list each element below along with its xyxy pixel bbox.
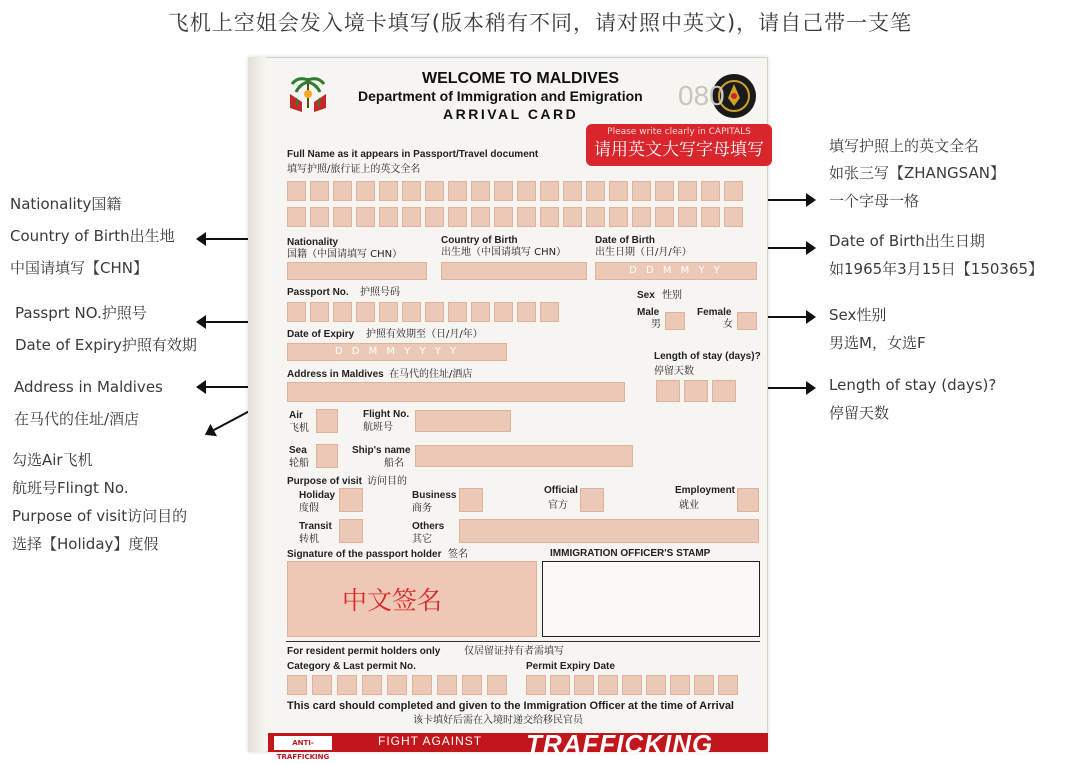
- banner-big-text: TRAFFICKING: [526, 729, 714, 759]
- card-edge: [248, 57, 266, 752]
- category-cell[interactable]: [362, 675, 382, 695]
- note-air-line4: 选择【Holiday】度假: [12, 535, 159, 553]
- category-cell[interactable]: [312, 675, 332, 695]
- name-cell[interactable]: [563, 181, 582, 201]
- card-title: WELCOME TO MALDIVES: [422, 70, 620, 87]
- name-cell[interactable]: [701, 207, 720, 227]
- passport-cell[interactable]: [356, 302, 375, 322]
- stay-digit-2[interactable]: [684, 380, 708, 402]
- category-cell[interactable]: [412, 675, 432, 695]
- male-label-en: Male: [637, 307, 660, 318]
- signature-label-zh: 签名: [448, 549, 468, 560]
- name-cell[interactable]: [563, 207, 582, 227]
- name-cell[interactable]: [402, 207, 421, 227]
- capitals-badge: [586, 124, 772, 166]
- footer-zh: 该卡填好后需在入境时递交给移民官员: [413, 715, 583, 726]
- name-cell[interactable]: [586, 207, 605, 227]
- sea-checkbox[interactable]: [316, 444, 338, 468]
- sex-label-en: Sex: [637, 290, 655, 301]
- stamp-label: IMMIGRATION OFFICER'S STAMP: [550, 548, 711, 559]
- business-checkbox[interactable]: [459, 488, 483, 512]
- female-checkbox[interactable]: [737, 312, 757, 330]
- employment-label-zh: 就业: [679, 500, 699, 511]
- name-cell[interactable]: [287, 181, 306, 201]
- others-label-zh: 其它: [412, 534, 432, 545]
- ship-label-zh: 船名: [384, 458, 404, 469]
- category-label: Category & Last permit No.: [287, 661, 416, 672]
- female-label-zh: 女: [723, 319, 733, 330]
- capitals-note-en: Please write clearly in CAPITALS: [607, 127, 751, 137]
- name-cell[interactable]: [655, 181, 674, 201]
- name-cell[interactable]: [494, 207, 513, 227]
- name-cell[interactable]: [356, 181, 375, 201]
- purpose-label-zh: 访问目的: [367, 476, 407, 487]
- passport-cell[interactable]: [471, 302, 490, 322]
- note-dob-line2: 如1965年3月15日【150365】: [829, 260, 1044, 278]
- transit-label-zh: 转机: [299, 534, 319, 545]
- name-cell[interactable]: [333, 207, 352, 227]
- note-nationality-line2: Country of Birth出生地: [10, 227, 175, 245]
- name-cell[interactable]: [287, 207, 306, 227]
- purpose-label-en: Purpose of visit: [287, 476, 363, 487]
- permit-cell[interactable]: [718, 675, 738, 695]
- signature-label-en: Signature of the passport holder: [287, 549, 442, 560]
- note-sex-line1: Sex性别: [829, 306, 887, 324]
- air-label-zh: 飞机: [289, 423, 309, 434]
- passport-cell[interactable]: [402, 302, 421, 322]
- name-cell[interactable]: [678, 207, 697, 227]
- sea-label-zh: 轮船: [289, 458, 309, 469]
- employment-checkbox[interactable]: [737, 488, 759, 512]
- arrow-dob: [764, 247, 808, 249]
- passport-cell[interactable]: [494, 302, 513, 322]
- passport-cell[interactable]: [310, 302, 329, 322]
- name-cell[interactable]: [448, 181, 467, 201]
- dob-label-en: Date of Birth: [595, 235, 655, 246]
- note-dob-line1: Date of Birth出生日期: [829, 232, 985, 250]
- permit-cell[interactable]: [598, 675, 618, 695]
- name-cell[interactable]: [471, 181, 490, 201]
- stay-digit-1[interactable]: [656, 380, 680, 402]
- dob-field[interactable]: D D M M Y Y: [595, 262, 757, 280]
- name-cell[interactable]: [724, 181, 743, 201]
- name-cell[interactable]: [517, 207, 536, 227]
- arrow-fullname: [764, 199, 808, 201]
- flight-label-zh: 航班号: [363, 422, 393, 433]
- note-nationality-line3: 中国请填写【CHN】: [10, 259, 148, 277]
- card-serial: 080: [678, 80, 725, 111]
- note-address-line2: 在马代的住址/酒店: [14, 410, 140, 428]
- note-sex-line2: 男选M，女选F: [829, 334, 926, 352]
- passport-label-zh: 护照号码: [360, 287, 400, 298]
- resident-label-zh: 仅居留证持有者需填写: [464, 646, 564, 657]
- page-title: 飞机上空姐会发入境卡填写(版本稍有不同，请对照中英文)，请自己带一支笔: [167, 11, 913, 35]
- category-cell[interactable]: [462, 675, 482, 695]
- resident-label-en: For resident permit holders only: [287, 646, 441, 657]
- expiry-label-zh: 护照有效期至（日/月/年）: [366, 329, 483, 340]
- official-checkbox[interactable]: [580, 488, 604, 512]
- business-label-zh: 商务: [412, 503, 432, 514]
- card-department: Department of Immigration and Emigration: [358, 88, 643, 104]
- holiday-label-en: Holiday: [299, 490, 336, 501]
- name-cell[interactable]: [425, 207, 444, 227]
- name-cell[interactable]: [356, 207, 375, 227]
- country-birth-field[interactable]: [441, 262, 587, 280]
- permit-expiry-label: Permit Expiry Date: [526, 661, 615, 672]
- name-cell[interactable]: [655, 207, 674, 227]
- stay-digit-3[interactable]: [712, 380, 736, 402]
- employment-label-en: Employment: [675, 485, 736, 496]
- name-cell[interactable]: [701, 181, 720, 201]
- country-birth-label-en: Country of Birth: [441, 235, 518, 246]
- note-passport-line1: Passprt NO.护照号: [15, 304, 147, 322]
- passport-cell[interactable]: [425, 302, 444, 322]
- permit-cell[interactable]: [646, 675, 666, 695]
- passport-cell[interactable]: [517, 302, 536, 322]
- ship-field[interactable]: [415, 445, 633, 467]
- anti-trafficking-banner: [268, 729, 768, 761]
- divider: [286, 641, 760, 642]
- business-label-en: Business: [412, 490, 457, 501]
- note-air-line1: 勾选Air飞机: [12, 451, 93, 469]
- note-air-line2: 航班号Flingt No.: [12, 479, 129, 497]
- male-checkbox[interactable]: [665, 312, 685, 330]
- banner-small-text: FIGHT AGAINST: [378, 734, 483, 748]
- transit-label-en: Transit: [299, 521, 332, 532]
- address-label-zh: 在马代的住址/酒店: [389, 369, 473, 380]
- name-cell[interactable]: [494, 181, 513, 201]
- others-label-en: Others: [412, 521, 445, 532]
- name-cell[interactable]: [724, 207, 743, 227]
- flight-label-en: Flight No.: [363, 409, 410, 420]
- footer-en: This card should completed and given to the Immigration Officer at the time of Arrival: [287, 700, 734, 712]
- note-address-line1: Address in Maldives: [14, 378, 163, 396]
- name-cell[interactable]: [517, 181, 536, 201]
- name-cell[interactable]: [678, 181, 697, 201]
- name-cell[interactable]: [632, 207, 651, 227]
- full-name-label-zh: 填写护照/旅行证上的英文全名: [287, 164, 421, 175]
- name-cell[interactable]: [379, 207, 398, 227]
- category-cell[interactable]: [437, 675, 457, 695]
- permit-cell[interactable]: [670, 675, 690, 695]
- stay-label-en: Length of stay (days)?: [654, 351, 761, 362]
- permit-cell[interactable]: [526, 675, 546, 695]
- category-cell[interactable]: [287, 675, 307, 695]
- name-cell[interactable]: [540, 181, 559, 201]
- official-label-en: Official: [544, 485, 578, 496]
- maldives-emblem-icon: [284, 72, 332, 120]
- capitals-note-zh: 请用英文大写字母填写: [594, 140, 764, 160]
- name-cell[interactable]: [471, 207, 490, 227]
- transit-checkbox[interactable]: [339, 519, 363, 543]
- officer-stamp-box: [542, 561, 760, 637]
- category-cell[interactable]: [487, 675, 507, 695]
- holiday-checkbox[interactable]: [339, 488, 363, 512]
- ship-label-en: Ship's name: [352, 445, 411, 456]
- flight-field[interactable]: [415, 410, 511, 432]
- card-type: ARRIVAL CARD: [443, 106, 579, 122]
- sex-label-zh: 性别: [662, 290, 682, 301]
- signature-text: 中文签名: [342, 586, 443, 615]
- note-air-line3: Purpose of visit访问目的: [12, 507, 188, 525]
- note-stay-line2: 停留天数: [829, 404, 890, 422]
- expiry-field[interactable]: D D M M Y Y Y Y: [287, 343, 507, 361]
- note-stay-line1: Length of stay (days)?: [829, 376, 997, 394]
- permit-cell[interactable]: [574, 675, 594, 695]
- name-cell[interactable]: [540, 207, 559, 227]
- passport-cell[interactable]: [333, 302, 352, 322]
- name-cell[interactable]: [402, 181, 421, 201]
- name-cell[interactable]: [609, 181, 628, 201]
- country-birth-label-zh: 出生地（中国请填写 CHN）: [441, 247, 567, 258]
- male-label-zh: 男: [651, 319, 661, 330]
- note-fullname-line2: 如张三写【ZHANGSAN】: [829, 164, 1005, 182]
- address-label-en: Address in Maldives: [287, 369, 384, 380]
- arrow-sex: [764, 316, 808, 318]
- air-label-en: Air: [289, 410, 303, 421]
- name-cell[interactable]: [379, 181, 398, 201]
- name-cell[interactable]: [632, 181, 651, 201]
- note-nationality-line1: Nationality国籍: [10, 195, 122, 213]
- permit-cell[interactable]: [550, 675, 570, 695]
- permit-cell[interactable]: [694, 675, 714, 695]
- name-cell[interactable]: [310, 181, 329, 201]
- passport-cell[interactable]: [379, 302, 398, 322]
- sea-label-en: Sea: [289, 445, 307, 456]
- official-label-zh: 官方: [548, 500, 568, 511]
- permit-cell[interactable]: [622, 675, 642, 695]
- nationality-field[interactable]: [287, 262, 427, 280]
- name-cell[interactable]: [609, 207, 628, 227]
- name-cell[interactable]: [425, 181, 444, 201]
- banner-label: ANTI-TRAFFICKING: [274, 736, 332, 750]
- name-cell[interactable]: [333, 181, 352, 201]
- stay-label-zh: 停留天数: [654, 366, 694, 377]
- address-field[interactable]: [287, 382, 625, 402]
- name-cell[interactable]: [586, 181, 605, 201]
- female-label-en: Female: [697, 307, 732, 318]
- expiry-label-en: Date of Expiry: [287, 329, 355, 340]
- note-passport-line2: Date of Expiry护照有效期: [15, 336, 197, 354]
- full-name-label-en: Full Name as it appears in Passport/Travel document: [287, 149, 539, 160]
- nationality-label-en: Nationality: [287, 237, 339, 248]
- note-fullname-line1: 填写护照上的英文全名: [829, 137, 980, 155]
- passport-cell[interactable]: [540, 302, 559, 322]
- category-cell[interactable]: [337, 675, 357, 695]
- note-fullname-line3: 一个字母一格: [829, 192, 920, 210]
- others-field[interactable]: [459, 519, 759, 543]
- name-cell[interactable]: [448, 207, 467, 227]
- passport-cell[interactable]: [448, 302, 467, 322]
- name-cell[interactable]: [310, 207, 329, 227]
- dob-label-zh: 出生日期（日/月/年）: [595, 247, 692, 258]
- nationality-label-zh: 国籍（中国请填写 CHN）: [287, 249, 403, 260]
- air-checkbox[interactable]: [316, 409, 338, 433]
- holiday-label-zh: 度假: [299, 503, 319, 514]
- passport-cell[interactable]: [287, 302, 306, 322]
- passport-label-en: Passport No.: [287, 287, 349, 298]
- category-cell[interactable]: [387, 675, 407, 695]
